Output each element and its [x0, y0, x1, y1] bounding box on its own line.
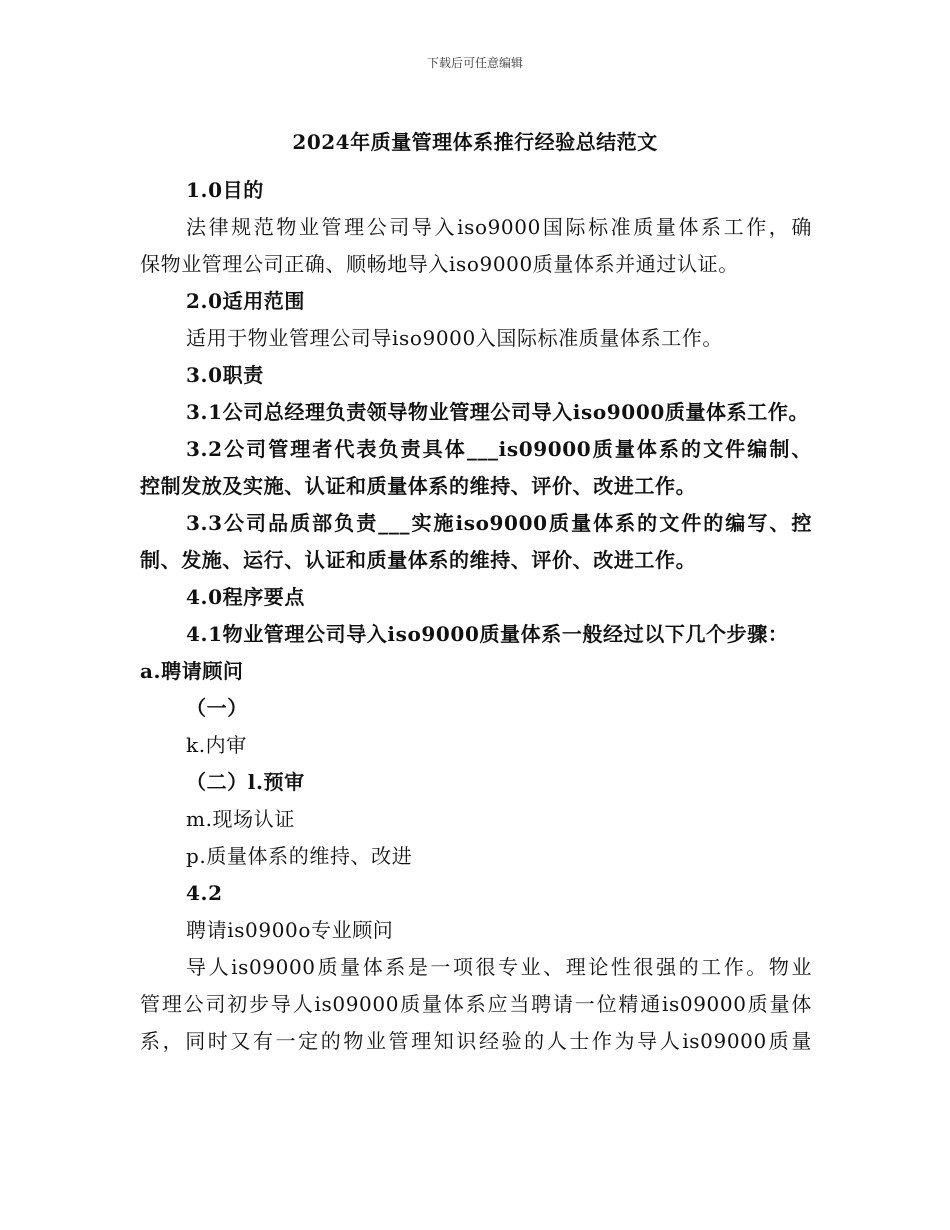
document-body: [140, 172, 812, 1060]
paragraph-line: 聘请is0900o专业顾问: [186, 918, 394, 942]
list-item: p.质量体系的维持、改进: [186, 844, 413, 868]
paragraph-line: 导人is09000质量体系是一项很专业、理论性很强的工作。物业: [186, 955, 812, 979]
list-item: k.内审: [186, 733, 247, 757]
section-heading-purpose: 1.0目的: [186, 178, 264, 202]
list-item: （一）: [186, 696, 248, 720]
paragraph-line: 保物业管理公司正确、顺畅地导入iso9000质量体系并通过认证。: [140, 252, 739, 276]
paragraph-line: 3.1公司总经理负责领导物业管理公司导入iso9000质量体系工作。: [186, 400, 810, 424]
document-title: 2024年质量管理体系推行经验总结范文: [292, 130, 658, 154]
paragraph-line: 系，同时又有一定的物业管理知识经验的人士作为导人is09000质量: [140, 1029, 812, 1053]
section-heading-4-2: 4.2: [186, 881, 223, 905]
paragraph-line: 管理公司初步导人is09000质量体系应当聘请一位精通is09000质量体: [140, 992, 812, 1016]
paragraph-line: 制、发施、运行、认证和质量体系的维持、评价、改进工作。: [140, 548, 697, 572]
section-heading-procedure: 4.0程序要点: [186, 585, 305, 609]
paragraph-line: 法律规范物业管理公司导入iso9000国际标准质量体系工作，确: [186, 215, 812, 239]
section-heading-duties: 3.0职责: [186, 363, 264, 387]
list-item: a.聘请顾问: [140, 659, 244, 683]
section-heading-scope: 2.0适用范围: [186, 289, 305, 313]
list-item: （二）l.预审: [186, 770, 305, 794]
list-item: m.现场认证: [186, 807, 295, 831]
paragraph-line: 3.2公司管理者代表负责具体___is09000质量体系的文件编制、: [186, 437, 812, 461]
paragraph-line: 控制发放及实施、认证和质量体系的维持、评价、改进工作。: [140, 474, 697, 498]
header-note: 下载后可任意编辑: [426, 56, 523, 70]
paragraph-line: 3.3公司品质部负责___实施iso9000质量体系的文件的编写、控: [186, 511, 812, 535]
paragraph-line: 4.1物业管理公司导入iso9000质量体系一般经过以下几个步骤：: [186, 622, 789, 646]
paragraph-line: 适用于物业管理公司导iso9000入国际标准质量体系工作。: [186, 326, 723, 350]
